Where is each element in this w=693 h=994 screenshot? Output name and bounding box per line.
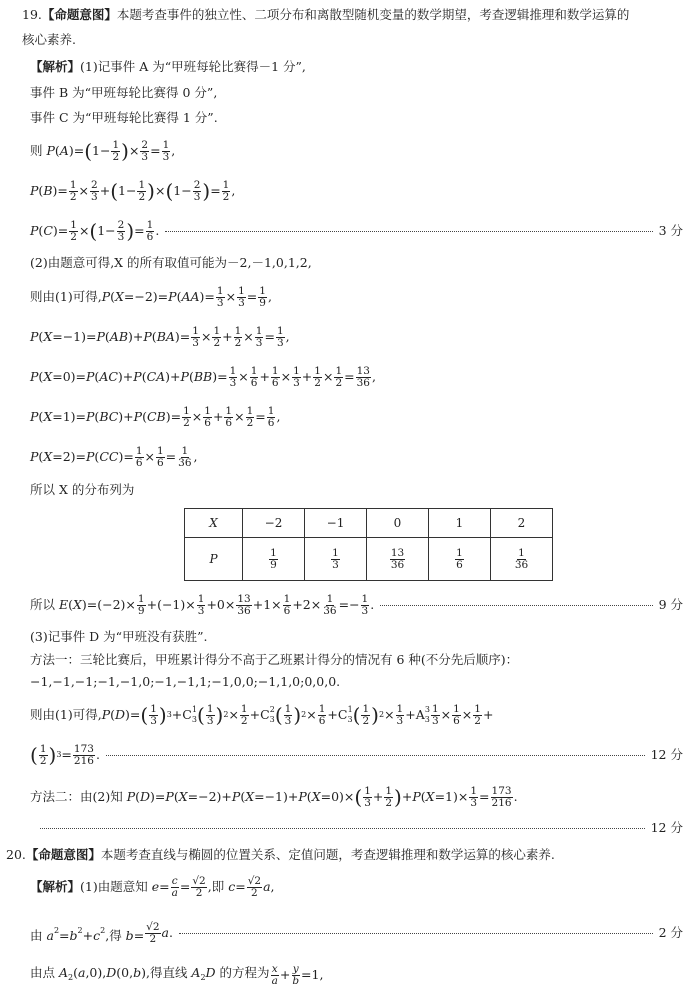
score-mark: 12 分 xyxy=(650,820,683,835)
formula-pc: P(C)= $\frac{1}{2}$ × ( 1− $\frac{2}{3}$ ) = $\frac{1}{6}$ . 3 分 xyxy=(30,218,683,243)
method1-line xyxy=(30,651,683,669)
q19-intent-line2 xyxy=(22,31,683,49)
table-cell: X xyxy=(185,509,243,538)
formula-ex: 所以 E(X)=(−2)× $\frac{1}{9}$ +(−1)× $\frac{1}{3}$ +0× $\frac{13}{36}$ +1× $\frac{1}{6}$ +2× $\frac{1}{36}$ =− $\frac{1}{3}$ . 9 分 xyxy=(30,592,683,617)
q20-analysis-line: 【解析】 (1)由题意知 e= $\frac{c}{a}$ = $\frac{√2}{2}$ ,即 c= $\frac{√2}{2}$ a , xyxy=(30,874,275,899)
leader-dots xyxy=(40,828,645,829)
method2-score-line xyxy=(40,819,683,837)
table-row xyxy=(185,538,553,581)
q19-intent-line xyxy=(22,6,683,24)
q20-intent-text: 本题考查直线与椭圆的位置关系、定值问题，考查逻辑推理和数学运算的核心素养. xyxy=(100,847,555,862)
formula-pd-2: 方法二：由(2)知 P(D)=P(X=−2)+P(X=−1)+P(X=0)× ( $\frac{1}{3}$ + $\frac{1}{2}$ ) +P(X=1)× $\frac{1}{3}$ = $\frac{173}{216}$ . xyxy=(30,784,518,809)
score-mark: 12 分 xyxy=(650,747,683,762)
score-mark: 9 分 xyxy=(658,597,683,612)
q20-intent-line xyxy=(6,846,683,864)
q20-intent-tag: 【命题意图】 xyxy=(25,847,101,862)
q20-p1-intro: (1)由题意知 xyxy=(80,879,148,894)
formula-pd-1-cont: ( $\frac{1}{2}$ ) 3 = $\frac{173}{216}$ . 12 分 xyxy=(30,742,683,767)
dist-intro-text: 所以 X 的分布列为 xyxy=(30,482,135,497)
table-cell: 1 xyxy=(429,509,491,538)
formula-px-1: P(X=1)=P(BC)+P(CB)= $\frac{1}{2}$ × $\frac{1}{6}$ + $\frac{1}{6}$ × $\frac{1}{2}$ = $\frac{1}{6}$ , xyxy=(30,404,281,429)
q20-number: 20. xyxy=(6,847,26,862)
leader-dots xyxy=(106,755,645,756)
formula-pd-1: 则由(1)可得,P(D)= ( $\frac{1}{3}$ ) 3 $+C_3^1$ ( $\frac{1}{3}$ ) 2 × $\frac{1}{2}$ $+C_3^2$ ( $\frac{1}{3}$ ) 2 × $\frac{1}{6}$ $+C_3^1$ ( $\frac{1}{2}$ ) 2 × $\frac{1}{3}$ $+A_3^3$ $\frac{1}{3}$ × $\frac{1}{6}$ × $\frac{1}{2}$ + xyxy=(30,702,494,727)
method1-cases-text: −1,−1,−1;−1,−1,0;−1,−1,1;−1,0,0;−1,1,0;0,0,0. xyxy=(30,674,341,689)
table-cell: $\frac{1}{9}$ xyxy=(243,538,305,581)
table-cell: 0 xyxy=(367,509,429,538)
score-mark: 3 分 xyxy=(658,223,683,238)
table-cell: $\frac{13}{36}$ xyxy=(367,538,429,581)
leader-dots xyxy=(380,605,652,606)
method1-cases-line xyxy=(30,673,683,691)
formula-px-2: P(X=2)=P(CC)= $\frac{1}{6}$ × $\frac{1}{6}$ = $\frac{1}{36}$ , xyxy=(30,444,198,469)
event-c-text: 事件 C 为“甲班每轮比赛得 1 分”. xyxy=(30,110,218,125)
q19-event-b xyxy=(30,84,683,102)
formula-pa: 则 P(A)= ( 1− $\frac{1}{2}$ ) × $\frac{2}{3}$ = $\frac{1}{3}$ , xyxy=(30,138,176,163)
q20-analysis-tag: 【解析】 xyxy=(30,879,81,894)
method1-text: 方法一：三轮比赛后，甲班累计得分不高于乙班累计得分的情况有 6 种(不分先后顺序)： xyxy=(30,652,519,667)
distribution-table xyxy=(184,508,553,581)
part3-intro-text: (3)记事件 D 为“甲班没有获胜”. xyxy=(30,629,208,644)
table-cell: P xyxy=(185,538,243,581)
formula-px-0: P(X=0)=P(AC)+P(CA)+P(BB)= $\frac{1}{3}$ × $\frac{1}{6}$ + $\frac{1}{6}$ × $\frac{1}{3}$ + $\frac{1}{2}$ × $\frac{1}{2}$ = $\frac{13}{36}$ , xyxy=(30,364,376,389)
leader-dots xyxy=(165,231,652,232)
leader-dots xyxy=(179,933,653,934)
q19-intent-tag: 【命题意图】 xyxy=(41,7,117,22)
q19-event-c xyxy=(30,109,683,127)
table-cell: $\frac{1}{3}$ xyxy=(305,538,367,581)
table-cell: 2 xyxy=(491,509,553,538)
q19-analysis-line xyxy=(30,58,683,76)
event-b-text: 事件 B 为“甲班每轮比赛得 0 分”, xyxy=(30,85,218,100)
q19-part3-intro xyxy=(30,628,683,646)
dist-intro xyxy=(30,481,683,499)
part2-intro-text: (2)由题意可得,X 的所有取值可能为－2,－1,0,1,2, xyxy=(30,255,312,270)
table-cell: −2 xyxy=(243,509,305,538)
q19-analysis-tag: 【解析】 xyxy=(30,59,81,74)
q19-p1-intro: (1)记事件 A 为“甲班每轮比赛得－1 分”, xyxy=(80,59,306,74)
method2-label: 方法二：由(2)知 xyxy=(30,789,123,804)
table-cell: $\frac{1}{36}$ xyxy=(491,538,553,581)
q20-line-equation: 由点 $A_2(a,0),D(0,b)$,得直线 $A_2D$ 的方程为 $\frac{x}{a}$ + $\frac{y}{b}$ =1, xyxy=(30,962,324,987)
table-row xyxy=(185,509,553,538)
q20-relation-line: 由 $a^2=b^2+c^2$,得 b= $\frac{√2}{2}$ a . 2 分 xyxy=(30,920,683,945)
table-cell: $\frac{1}{6}$ xyxy=(429,538,491,581)
table-cell: −1 xyxy=(305,509,367,538)
formula-pb: P(B)= $\frac{1}{2}$ × $\frac{2}{3}$ + ( 1− $\frac{1}{2}$ ) × ( 1− $\frac{2}{3}$ ) = $\frac{1}{2}$ , xyxy=(30,178,236,203)
formula-px-neg1: P(X=−1)=P(AB)+P(BA)= $\frac{1}{3}$ × $\frac{1}{2}$ + $\frac{1}{2}$ × $\frac{1}{3}$ = $\frac{1}{3}$ , xyxy=(30,324,290,349)
q19-number: 19. xyxy=(22,7,42,22)
formula-px-neg2: 则由(1)可得,P(X=−2)=P(AA)= $\frac{1}{3}$ × $\frac{1}{3}$ = $\frac{1}{9}$ , xyxy=(30,284,272,309)
q19-intent-text2: 核心素养. xyxy=(22,32,76,47)
q19-part2-intro xyxy=(30,254,683,272)
score-mark: 2 分 xyxy=(658,925,683,940)
q19-intent-text: 本题考查事件的独立性、二项分布和离散型随机变量的数学期望，考查逻辑推理和数学运算的 xyxy=(116,7,630,22)
